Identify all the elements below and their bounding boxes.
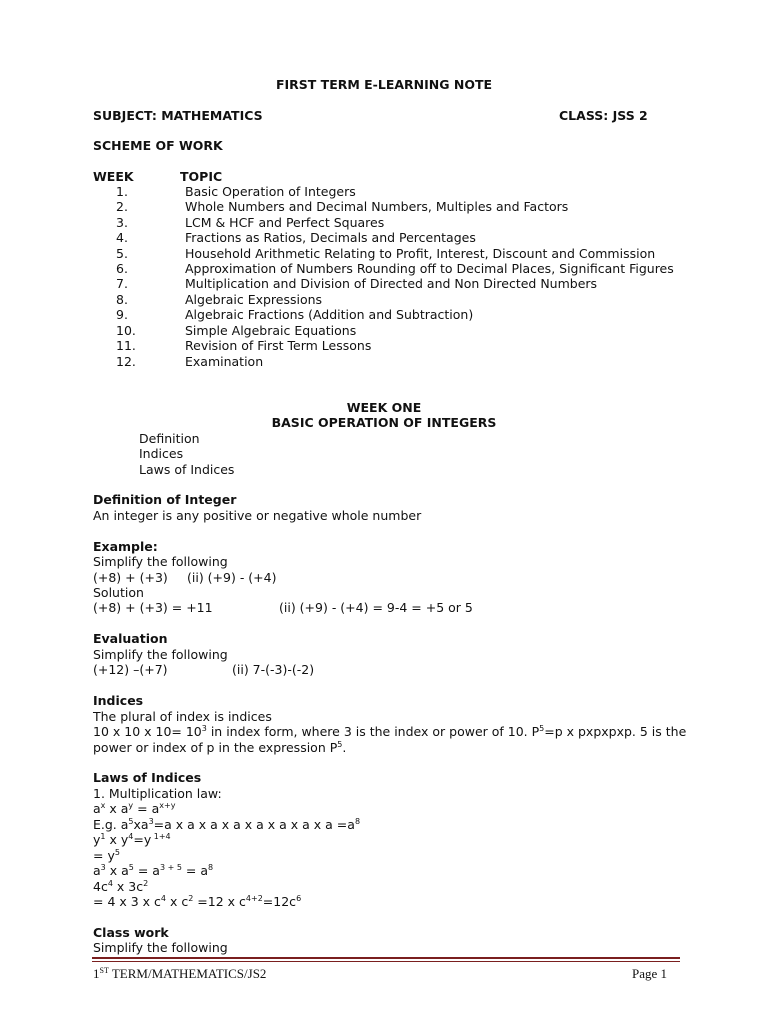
text-run: x c [166, 894, 189, 909]
superscript: 5 [128, 817, 134, 826]
evaluation-question-1: (+12) –(+7) [93, 662, 168, 677]
scheme-heading: SCHEME OF WORK [93, 138, 223, 153]
subject-label: SUBJECT: MATHEMATICS [93, 108, 263, 123]
superscript: ST [99, 966, 109, 975]
footer-rule-thin [92, 961, 680, 962]
superscript: 4 [160, 894, 167, 903]
week-topic: Simple Algebraic Equations [185, 323, 357, 338]
superscript: 2 [143, 879, 149, 888]
footer-term-label [93, 966, 266, 982]
superscript: 2 [188, 894, 194, 903]
topic-column-header: TOPIC [180, 169, 223, 184]
superscript: 1 [100, 832, 106, 841]
law-example-3 [93, 863, 213, 878]
week-number: 11. [116, 338, 136, 353]
week-number: 6. [116, 261, 128, 276]
text-run: power or index of p in the expression P [93, 740, 338, 755]
week-number: 5. [116, 246, 128, 261]
text-run: E.g. a [93, 817, 129, 832]
week-topic: Multiplication and Division of Directed and Non Directed Numbers [185, 276, 598, 291]
law-formula [93, 801, 175, 816]
text-run: =a x a x a x a x a x a x a x a =a [153, 817, 355, 832]
law-example-1 [93, 817, 360, 832]
superscript: 3 + 5 [159, 863, 182, 872]
week-topic: Approximation of Numbers Rounding off to Decimal Places, Significant Figures [185, 261, 674, 276]
superscript: 3 [148, 817, 154, 826]
definition-heading: Definition of Integer [93, 492, 237, 507]
document-title: FIRST TERM E-LEARNING NOTE [275, 77, 493, 92]
week-one-title: BASIC OPERATION OF INTEGERS [271, 415, 497, 430]
page-number: Page 1 [632, 966, 668, 981]
outline-item: Laws of Indices [139, 462, 235, 477]
text-run: x 3c [112, 879, 144, 894]
superscript: 1+4 [151, 832, 171, 841]
text-run: . [342, 740, 347, 755]
text-run: 10 x 10 x 10= 10 [93, 724, 202, 739]
text-run: =y [133, 832, 152, 847]
week-topic: LCM & HCF and Perfect Squares [185, 215, 385, 230]
text-run: x a [105, 863, 129, 878]
law-example-2-result [93, 848, 120, 863]
indices-heading: Indices [93, 693, 144, 708]
example-instruction: Simplify the following [93, 554, 228, 569]
solution-2: (ii) (+9) - (+4) = 9-4 = +5 or 5 [279, 600, 473, 615]
week-column-header: WEEK [93, 169, 134, 184]
text-run: x y [105, 832, 129, 847]
superscript: 3 [201, 724, 207, 733]
indices-line-1: The plural of index is indices [93, 709, 272, 724]
week-number: 9. [116, 307, 128, 322]
superscript: 5 [337, 740, 343, 749]
text-run: xa [133, 817, 149, 832]
text-run: 1 [93, 966, 100, 981]
week-topic: Revision of First Term Lessons [185, 338, 372, 353]
evaluation-heading: Evaluation [93, 631, 168, 646]
week-topic: Whole Numbers and Decimal Numbers, Multiples and Factors [185, 199, 569, 214]
text-run: = a [133, 801, 160, 816]
text-run: y [93, 832, 101, 847]
week-number: 12. [116, 354, 136, 369]
text-run: =p x pxpxpxp. 5 is the [544, 724, 687, 739]
week-topic: Household Arithmetic Relating to Profit, Interest, Discount and Commission [185, 246, 656, 261]
week-topic: Basic Operation of Integers [185, 184, 356, 199]
solution-label: Solution [93, 585, 144, 600]
text-run: in index form, where 3 is the index or power of 10. P [206, 724, 540, 739]
footer-rule [92, 957, 680, 959]
class-label: CLASS: JSS 2 [559, 108, 648, 123]
evaluation-instruction: Simplify the following [93, 647, 228, 662]
classwork-instruction: Simplify the following [93, 940, 228, 955]
evaluation-question-2: (ii) 7-(-3)-(-2) [232, 662, 315, 677]
classwork-heading: Class work [93, 925, 169, 940]
week-number: 8. [116, 292, 128, 307]
week-topic: Algebraic Fractions (Addition and Subtraction) [185, 307, 474, 322]
law-example-4-result [93, 894, 301, 909]
text-run: x a [105, 801, 129, 816]
text-run: =12 x c [193, 894, 246, 909]
outline-item: Indices [139, 446, 184, 461]
indices-line-2 [93, 724, 686, 739]
text-run: = a [181, 863, 209, 878]
text-run: = a [133, 863, 160, 878]
text-run: 4c [93, 879, 108, 894]
week-number: 10. [116, 323, 136, 338]
superscript: 3 [100, 863, 106, 872]
week-number: 4. [116, 230, 128, 245]
week-number: 2. [116, 199, 128, 214]
text-run: = 4 x 3 x c [93, 894, 161, 909]
multiplication-law-label: 1. Multiplication law: [93, 786, 222, 801]
outline-item: Definition [139, 431, 200, 446]
law-example-2 [93, 832, 171, 847]
text-run: TERM/MATHEMATICS/JS2 [108, 966, 267, 981]
week-number: 1. [116, 184, 128, 199]
definition-text: An integer is any positive or negative whole number [93, 508, 422, 523]
week-topic: Examination [185, 354, 264, 369]
week-number: 7. [116, 276, 128, 291]
week-topic: Fractions as Ratios, Decimals and Percentages [185, 230, 476, 245]
week-number: 3. [116, 215, 128, 230]
superscript: y [128, 801, 134, 810]
laws-heading: Laws of Indices [93, 770, 202, 785]
superscript: 5 [539, 724, 545, 733]
example-question-1: (+8) + (+3) [93, 570, 168, 585]
superscript: x+y [159, 801, 176, 810]
superscript: 5 [128, 863, 134, 872]
week-topic: Algebraic Expressions [185, 292, 323, 307]
superscript: 8 [354, 817, 361, 826]
superscript: x [100, 801, 106, 810]
week-one-heading: WEEK ONE [346, 400, 422, 415]
law-example-4 [93, 879, 148, 894]
superscript: 6 [296, 894, 302, 903]
superscript: 4 [128, 832, 134, 841]
text-run: a [93, 863, 101, 878]
example-heading: Example: [93, 539, 158, 554]
text-run: = y [93, 848, 115, 863]
text-run: a [93, 801, 101, 816]
superscript: 4 [107, 879, 113, 888]
superscript: 5 [114, 848, 120, 857]
solution-1: (+8) + (+3) = +11 [93, 600, 213, 615]
superscript: 8 [208, 863, 214, 872]
example-question-2: (ii) (+9) - (+4) [187, 570, 277, 585]
indices-line-3 [93, 740, 346, 755]
superscript: 4+2 [245, 894, 263, 903]
text-run: =12c [262, 894, 297, 909]
